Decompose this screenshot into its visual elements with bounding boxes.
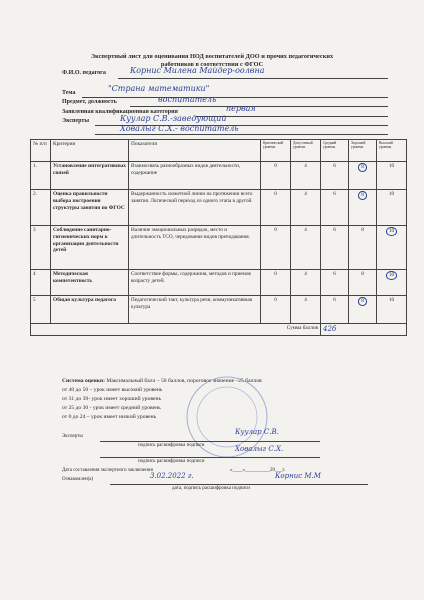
score-high-circled: 10 — [386, 227, 397, 236]
score-medium: 6 — [321, 296, 349, 324]
sign-caption-1: подпись расшифровка подписи — [138, 443, 205, 448]
score-high: 10 — [377, 190, 407, 226]
system-lead: Система оценки: — [62, 378, 105, 384]
score-good-circled: 8 — [358, 297, 367, 306]
th-indicators: Показатели — [129, 140, 261, 162]
score-medium: 6 — [321, 226, 349, 270]
score-acceptable: 4 — [291, 162, 321, 190]
table-row — [31, 296, 407, 324]
row-num: 4 — [31, 270, 51, 296]
score-acceptable: 4 — [291, 190, 321, 226]
ozn-caption: дата, подпись расшифровка подписи — [172, 486, 250, 491]
score-acceptable: 4 — [291, 226, 321, 270]
experts-label: Эксперты — [62, 118, 90, 124]
table-row — [31, 270, 407, 296]
th-good: Хороший уровень — [349, 140, 377, 162]
row-indicator: Педагогический такт, культура речи, коммуникативная культура — [129, 296, 261, 324]
dolzhnost-label: Предмет, должность — [62, 99, 117, 105]
sum-value: 42б — [321, 324, 407, 336]
sign-caption-2: подпись расшифровка подписи — [138, 459, 205, 464]
row-indicator: Выдержанность сюжетной линии на протяжении всего занятия. Логический переход из одного этапа в другой. — [129, 190, 261, 226]
table-row — [31, 190, 407, 226]
score-good-circled: 8 — [358, 163, 367, 172]
row-indicator: Взаимосвязь разнообразных видов деятельности, содержание — [129, 162, 261, 190]
header-line-1: Экспертный лист для оценивания НОД воспитателей ДОО и прочих педагогических — [90, 53, 334, 60]
score-critical: 0 — [261, 162, 291, 190]
row-criterion: Оценка правильности выбора построения структуры занятия по ФГОС — [51, 190, 129, 226]
tema-value: "Страна математики" — [108, 84, 210, 93]
score-high: 10 — [377, 162, 407, 190]
fio-label: Ф.И.О. педагога — [62, 70, 106, 76]
th-num: № п/п — [31, 140, 51, 162]
th-medium: Средний уровень — [321, 140, 349, 162]
expert-2-value: Ховалыг С.Х.- воспитатель — [120, 124, 239, 133]
expert-1-value: Куулар С.В.-заведующий — [120, 114, 227, 123]
score-high-circled: 10 — [386, 271, 397, 280]
signature-2: Ховалыг С.Х. — [235, 445, 284, 453]
system-max: Максимальный балл – 50 баллов, пороговое значение –25 баллов — [104, 378, 262, 384]
score-high: 10 — [377, 296, 407, 324]
ozn-sign: Корнис М.М — [275, 472, 321, 480]
row-num: 1. — [31, 162, 51, 190]
fio-value: Корнис Милена Майдер-оолвна — [130, 66, 265, 75]
criteria-table — [30, 139, 407, 336]
row-num: 3 — [31, 226, 51, 270]
row-criterion: Соблюдение санитарно-гигиенических норм к организации деятельности детей — [51, 226, 129, 270]
score-medium: 6 — [321, 190, 349, 226]
score-medium: 6 — [321, 162, 349, 190]
score-critical: 0 — [261, 270, 291, 296]
sum-label: Сумма баллов — [31, 324, 321, 336]
th-acceptable: Допустимый уровень — [291, 140, 321, 162]
sign-experts-label: Эксперты — [62, 434, 83, 439]
score-good: 8 — [349, 226, 377, 270]
score-critical: 0 — [261, 296, 291, 324]
score-good-circled: 8 — [358, 191, 367, 200]
th-criteria: Критерии — [51, 140, 129, 162]
th-high: Высокий уровень — [377, 140, 407, 162]
ozn-label: Ознакомлен(а) — [62, 477, 94, 482]
th-critical: Критический уровень — [261, 140, 291, 162]
score-acceptable: 4 — [291, 296, 321, 324]
row-indicator: Соответствие формы, содержания, методов и приемов возрасту детей. — [129, 270, 261, 296]
score-good: 8 — [349, 270, 377, 296]
system-line-3: от 31 до 39- урок имеет хороший уровень — [62, 396, 161, 402]
row-criterion: Установление интегративных связей — [51, 162, 129, 190]
tema-label: Тема — [62, 90, 76, 96]
score-medium: 6 — [321, 270, 349, 296]
row-num: 5 — [31, 296, 51, 324]
score-acceptable: 4 — [291, 270, 321, 296]
date-blank: «____»__________20___г. — [230, 468, 286, 473]
row-num: 2. — [31, 190, 51, 226]
row-indicator: Наличие эмоциональных разрядок, место и длительность ТСО, чередование видов преподавания. — [129, 226, 261, 270]
system-line-4: от 25 до 30 - урок имеет средний уровень — [62, 405, 161, 411]
system-line-2: от 40 до 50 – урок имеет высокий уровень — [62, 387, 163, 393]
system-line-5: от 0 до 24 – урок имеет низкий уровень — [62, 414, 157, 420]
row-criterion: Методическая компетентность — [51, 270, 129, 296]
kategoriya-value: первая — [226, 104, 256, 113]
score-critical: 0 — [261, 190, 291, 226]
dolzhnost-value: воспитатель — [158, 95, 217, 104]
row-criterion: Общая культура педагога — [51, 296, 129, 324]
table-row — [31, 226, 407, 270]
table-row — [31, 162, 407, 190]
score-critical: 0 — [261, 226, 291, 270]
date-label: Дата составления экспертного заключения — [62, 468, 153, 473]
kategoriya-label: Заявленная квалификационная категория — [62, 109, 178, 115]
signature-1: Куулар С.В. — [235, 428, 279, 436]
ozn-date: 3.02.2022 г. — [150, 472, 194, 480]
header-line-2: работников в соответствии с ФГОС — [160, 61, 264, 68]
